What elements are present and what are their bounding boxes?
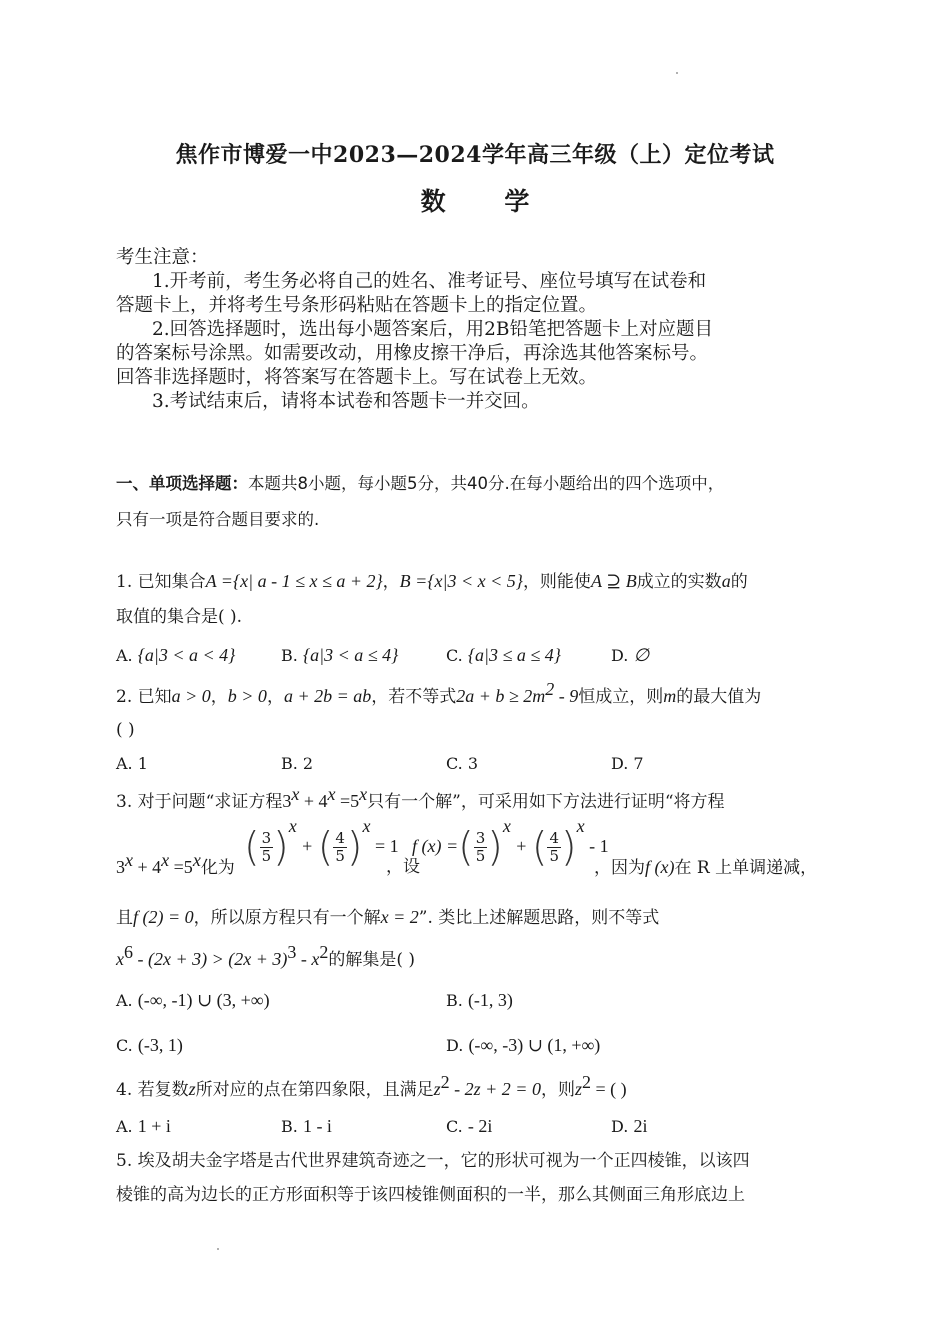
q4-z2-sup: 2 — [581, 1072, 591, 1092]
option-value: (-1, 3) — [467, 990, 513, 1010]
q3-eq: =5 — [335, 791, 360, 811]
option-value: (-∞, -3) ∪ (1, +∞) — [468, 1035, 601, 1055]
q3-f2: f (2) = 0 — [133, 907, 194, 927]
q2-option-c[interactable]: C. 3 — [446, 754, 479, 773]
q3-exp: x — [362, 816, 371, 836]
frac-num: 4 — [335, 829, 345, 847]
option-label: C. — [116, 1036, 133, 1055]
q3-exp: x — [359, 784, 368, 804]
paren: ( — [244, 824, 260, 871]
q2-text-3: 恒成立，则 — [578, 687, 664, 707]
q3-ineq: - (2x + 3) > (2x + 3) — [133, 949, 288, 969]
q3-transformed-eq: ( $\frac{3}{5}$ )$^x$ + ( $\frac{4}{5}$ )$^x$ = 1 — [244, 816, 399, 871]
option-value: 1 + i — [137, 1116, 171, 1136]
q1-option-a[interactable] — [116, 645, 235, 666]
q4-z2: z — [574, 1079, 582, 1099]
q3-text-8: ，所以原方程只有一个解 — [193, 908, 381, 928]
option-label: D. — [611, 646, 629, 665]
section-1-desc-2: 只有一项是符合题目要求的. — [116, 510, 320, 529]
option-value: (-3, 1) — [137, 1035, 183, 1055]
q2-ineq-sup: 2 — [545, 679, 555, 699]
option-label: C. — [446, 646, 463, 665]
q3-text-3: 化为 — [200, 858, 235, 878]
question-3-line-4 — [116, 942, 846, 971]
q2-ineq: 2a + b ≥ 2m — [456, 686, 546, 706]
q4-eq: z — [433, 1079, 441, 1099]
q4-text-3: ，则 — [540, 1080, 575, 1100]
q4-option-c[interactable] — [446, 1116, 492, 1137]
exam-title: 焦作市博爱一中2023—2024学年高三年级（上）定位考试 — [175, 142, 775, 168]
option-label: B. — [446, 991, 463, 1010]
q3-eq-one: = 1 — [370, 836, 399, 856]
q2-cond-1: a > 0 — [171, 686, 211, 706]
paren: ) — [487, 824, 503, 871]
q3-ineq: x — [116, 949, 124, 969]
q3-text: 3. 对于问题“求证方程 — [116, 792, 283, 812]
q2-text-2: ，若不等式 — [371, 687, 457, 707]
q2-option-a[interactable]: A. 1 — [116, 754, 148, 773]
q4-eq-sup: 2 — [440, 1072, 450, 1092]
question-5: 5. 埃及胡夫金字塔是古代世界建筑奇迹之一，它的形状可视为一个正四棱锥，以该四 — [116, 1151, 750, 1171]
q3-exp: x — [125, 850, 133, 870]
option-label: D. — [611, 1117, 629, 1136]
q3-fraction — [260, 830, 274, 865]
q2-sep: ， — [210, 687, 228, 707]
q3-ineq: - x — [296, 949, 320, 969]
paren: ) — [346, 824, 363, 871]
option-label: B. — [281, 646, 298, 665]
q4-eq-tail: - 2z + 2 = 0 — [449, 1079, 541, 1099]
option-label: C. — [446, 1117, 463, 1136]
option-value: {a|3 ≤ a ≤ 4} — [467, 645, 561, 665]
q3-fraction — [333, 830, 347, 865]
question-3 — [116, 784, 846, 813]
notice-item-1a: 1.开考前，考生务必将自己的姓名、准考证号、座位号填写在试卷和 — [152, 271, 707, 292]
q3-option-c[interactable] — [116, 1035, 183, 1056]
frac-den: 5 — [549, 847, 560, 865]
q3-solution: x = 2 — [380, 907, 419, 927]
option-label: A. — [116, 991, 133, 1010]
q2-ineq-tail: - 9 — [554, 686, 579, 706]
option-value: ∅ — [633, 645, 650, 665]
option-value: - 2i — [467, 1116, 493, 1136]
q3-text-10: 的解集是( ) — [328, 950, 416, 970]
q4-text: 4. 若复数 — [116, 1080, 189, 1100]
q3-fraction — [547, 830, 561, 865]
q3-eq: + 4 — [299, 791, 328, 811]
q3-exp: x — [576, 816, 585, 836]
option-value: 1 - i — [302, 1116, 332, 1136]
paren: ) — [561, 824, 577, 871]
q4-option-b[interactable] — [281, 1116, 332, 1137]
q3-exp: x — [288, 816, 297, 836]
frac-den: 5 — [261, 847, 272, 865]
paren: ( — [317, 824, 334, 871]
scan-dot — [676, 72, 678, 74]
q3-exp: x — [291, 784, 300, 804]
q3-text-9: ”. 类比上述解题思路，则不等式 — [418, 908, 660, 928]
q1-option-b[interactable] — [281, 645, 398, 666]
q2-text: 2. 已知 — [116, 687, 172, 707]
paren: ( — [458, 824, 474, 871]
option-value: (-∞, -1) ∪ (3, +∞) — [137, 990, 270, 1010]
q2-cond-3: a + 2b = ab — [283, 686, 372, 706]
notice-heading: 考生注意： — [116, 247, 209, 268]
q3-text-5: ，因为 — [594, 858, 645, 878]
q1-sep: ， — [382, 572, 400, 592]
q2-sep: ， — [266, 687, 284, 707]
option-label: B. — [281, 1117, 298, 1136]
q1-set-b: B ={x|3 < x < 5} — [399, 571, 523, 591]
q1-text-4: 的 — [730, 572, 748, 592]
notice-item-2a: 2.回答选择题时，选出每小题答案后，用2B铅笔把答题卡上对应题目 — [152, 319, 714, 340]
question-1-line-2: 取值的集合是( ). — [116, 607, 243, 627]
frac-num: 3 — [261, 829, 272, 847]
paren: ( — [531, 824, 548, 871]
frac-den: 5 — [335, 847, 345, 865]
q1-text: 1. 已知集合 — [116, 572, 206, 592]
exam-notice — [116, 246, 836, 414]
q3-option-a[interactable] — [116, 990, 270, 1011]
q2-option-b[interactable]: B. 2 — [281, 754, 314, 773]
section-1-title: 一、单项选择题： — [116, 474, 248, 493]
option-value: {a|3 < a < 4} — [137, 645, 236, 665]
section-1-desc: 本题共8小题，每小题5分，共40分.在每小题给出的四个选项中， — [248, 474, 725, 493]
q1-relation: A ⊇ B — [590, 571, 637, 591]
q3-ineq-sup: 3 — [287, 942, 297, 962]
question-3-line-2 — [116, 816, 846, 886]
q3-eq: 3 — [116, 857, 125, 877]
q2-var: m — [663, 686, 677, 706]
question-1 — [116, 570, 846, 593]
option-label: A. — [116, 646, 133, 665]
q4-var: z — [188, 1079, 196, 1099]
q3-fraction — [474, 830, 488, 865]
frac-den: 5 — [475, 847, 486, 865]
q3-ineq-sup: 2 — [319, 942, 329, 962]
question-2 — [116, 679, 846, 708]
q3-text-7: 且 — [116, 908, 133, 928]
q3-exp: x — [161, 850, 170, 870]
paren: ) — [273, 824, 289, 871]
question-3-line-3 — [116, 906, 846, 929]
question-5-line-2: 棱锥的高为边长的正方形面积等于该四棱锥侧面积的一半，那么其侧面三角形底边上 — [116, 1185, 745, 1205]
q3-eq: + 4 — [133, 857, 162, 877]
q1-option-d[interactable] — [611, 645, 649, 666]
q4-option-a[interactable] — [116, 1116, 171, 1137]
question-2-line-2: ( ) — [116, 720, 135, 740]
option-label: D. — [446, 1036, 464, 1055]
q2-option-d[interactable]: D. 7 — [611, 754, 644, 773]
q3-eq: 3 — [282, 791, 292, 811]
question-4 — [116, 1072, 846, 1101]
q1-option-c[interactable] — [446, 645, 561, 666]
option-value: 2i — [633, 1116, 648, 1136]
option-value: {a|3 < a ≤ 4} — [302, 645, 399, 665]
q1-set-a: A ={x| a - 1 ≤ x ≤ a + 2} — [205, 571, 383, 591]
q3-option-b[interactable] — [446, 990, 513, 1011]
exam-subject: 数 学 — [420, 187, 530, 216]
q3-text-4: ，设 — [386, 857, 420, 877]
section-1-header — [116, 466, 856, 538]
q3-eq: =5 — [169, 857, 193, 877]
q1-text-3: 成立的实数 — [636, 572, 722, 592]
q4-text-2: 所对应的点在第四象限，且满足 — [195, 1080, 434, 1100]
q3-text-6: 在 R 上单调递减， — [674, 858, 818, 878]
notice-item-3: 3.考试结束后，请将本试卷和答题卡一并交回。 — [152, 391, 540, 412]
q3-minus-one: - 1 — [584, 836, 609, 856]
q3-fx: f (x) = — [412, 836, 459, 856]
q4-z2-tail: = ( ) — [590, 1079, 627, 1099]
q1-text-2: ，则能使 — [522, 572, 591, 592]
option-label: A. — [116, 1117, 133, 1136]
notice-item-2c: 回答非选择题时，将答案写在答题卡上。写在试卷上无效。 — [116, 367, 598, 388]
q2-text-4: 的最大值为 — [676, 687, 762, 707]
frac-num: 3 — [475, 829, 486, 847]
q3-exp: x — [327, 784, 336, 804]
q2-cond-2: b > 0 — [227, 686, 267, 706]
q3-exp: x — [502, 816, 511, 836]
q3-ineq-sup: 6 — [124, 942, 133, 962]
notice-item-1b: 答题卡上，并将考生号条形码粘贴在答题卡上的指定位置。 — [116, 295, 598, 316]
q3-function-def: f (x) =( $\frac{3}{5}$ )$^x$ + ( $\frac{4}{5}$ )$^x$ - 1 — [412, 816, 609, 871]
q3-text-2: 只有一个解”，可采用如下方法进行证明“将方程 — [367, 792, 725, 812]
q1-var: a — [721, 571, 731, 591]
q4-option-d[interactable] — [611, 1116, 647, 1137]
q3-exp: x — [192, 850, 201, 870]
notice-item-2b: 的答案标号涂黑。如需要改动，用橡皮擦干净后，再涂选其他答案标号。 — [116, 343, 709, 364]
q3-fx-2: f (x) — [645, 857, 675, 877]
scan-dot — [217, 1248, 219, 1250]
q3-option-d[interactable] — [446, 1035, 600, 1056]
frac-num: 4 — [549, 829, 560, 847]
